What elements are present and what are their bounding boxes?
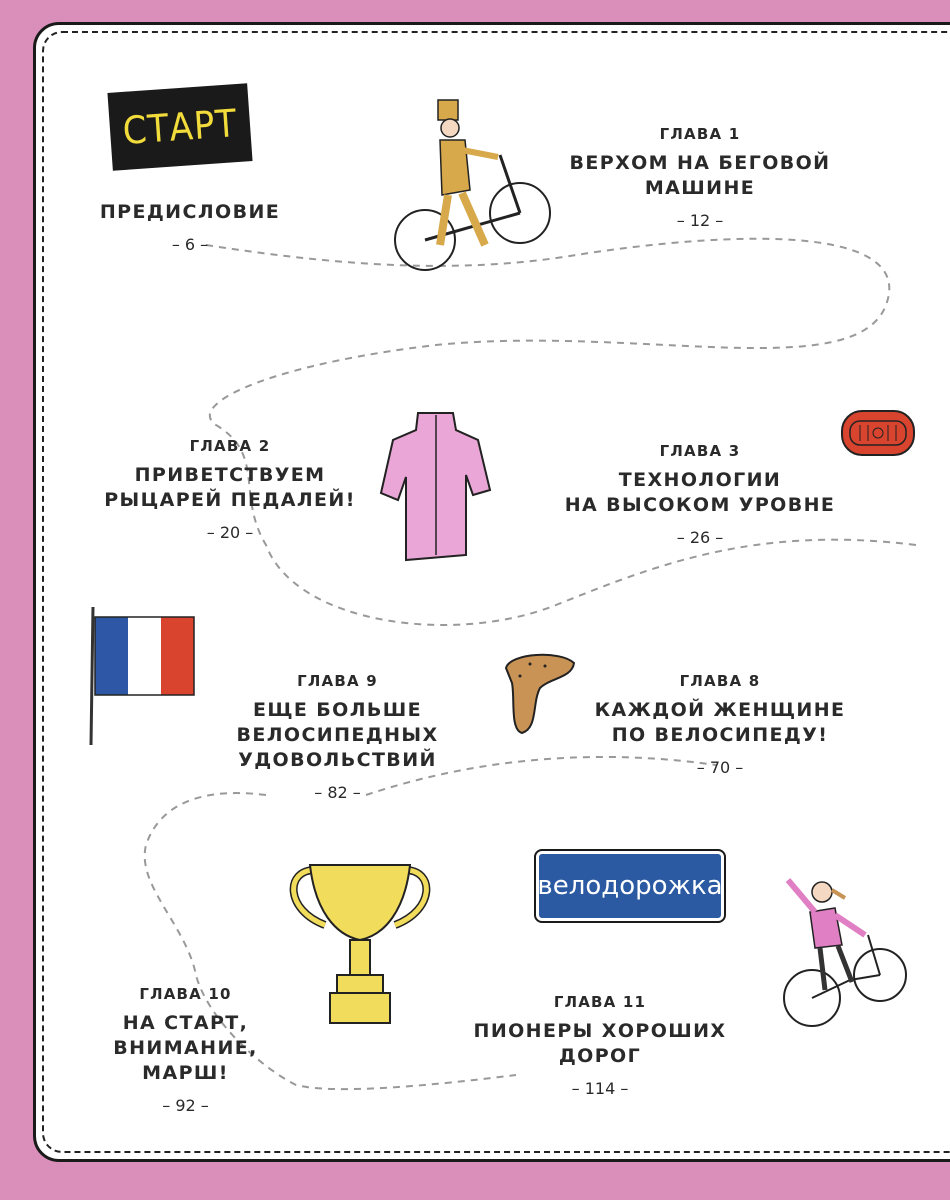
start-sign bbox=[107, 83, 252, 171]
chapter-number: ГЛАВА 11 bbox=[553, 993, 647, 1011]
chapter-page: – 92 – bbox=[162, 1096, 209, 1115]
chapter-page: – 70 – bbox=[696, 758, 744, 777]
chapter-title: НА СТАРТ, ВНИМАНИЕ, МАРШ! bbox=[113, 1012, 258, 1084]
chapter-3[interactable] bbox=[555, 442, 845, 547]
chapter-number: ГЛАВА 2 bbox=[189, 437, 271, 455]
chapter-title: ПРЕДИСЛОВИЕ bbox=[99, 201, 281, 223]
bike-lane-sign bbox=[536, 851, 724, 921]
chapter-2[interactable] bbox=[100, 437, 360, 542]
chapter-title: ЕЩЕ БОЛЬШЕ ВЕЛОСИПЕДНЫХ УДОВОЛЬСТВИЙ bbox=[236, 699, 439, 771]
chapter-number: ГЛАВА 3 bbox=[659, 442, 741, 460]
chapter-title: ПРИВЕТСТВУЕМ РЫЦАРЕЙ ПЕДАЛЕЙ! bbox=[104, 464, 356, 511]
chapter-10[interactable] bbox=[58, 985, 313, 1115]
chapter-number: ГЛАВА 1 bbox=[659, 125, 741, 143]
chapter-1[interactable] bbox=[560, 125, 840, 230]
chapter-title: КАЖДОЙ ЖЕНЩИНЕ ПО ВЕЛОСИПЕДУ! bbox=[594, 699, 846, 746]
start-sign-label: СТАРТ bbox=[121, 101, 239, 153]
chapter-page: – 82 – bbox=[314, 783, 361, 802]
chapter-number: ГЛАВА 10 bbox=[139, 985, 232, 1003]
chapter-page: – 114 – bbox=[571, 1079, 629, 1098]
chapter-page: – 6 – bbox=[171, 235, 209, 254]
chapter-number: ГЛАВА 9 bbox=[297, 672, 378, 690]
chapter-8[interactable] bbox=[590, 672, 850, 777]
chapter-11[interactable] bbox=[470, 993, 730, 1098]
chapter-number: ГЛАВА 8 bbox=[679, 672, 761, 690]
pink-jacket-icon bbox=[378, 405, 493, 565]
bike-rear-light-icon bbox=[838, 405, 918, 460]
chapter-9[interactable] bbox=[225, 672, 450, 802]
chapter-page: – 20 – bbox=[206, 523, 254, 542]
man-on-draisine-icon bbox=[390, 95, 560, 280]
french-flag-icon bbox=[85, 605, 200, 750]
chapter-title: ТЕХНОЛОГИИ НА ВЫСОКОМ УРОВНЕ bbox=[564, 469, 836, 516]
chapter-page: – 12 – bbox=[676, 211, 724, 230]
chapter-title: ВЕРХОМ НА БЕГОВОЙ МАШИНЕ bbox=[569, 152, 831, 199]
bike-lane-sign-label: велодорожка bbox=[537, 871, 723, 901]
chapter-title: ПИОНЕРЫ ХОРОШИХ ДОРОГ bbox=[473, 1020, 727, 1067]
chapter-preface[interactable] bbox=[90, 200, 290, 254]
chapter-page: – 26 – bbox=[676, 528, 724, 547]
woman-cyclist-icon bbox=[780, 870, 910, 1035]
bicycle-saddle-icon bbox=[500, 648, 580, 738]
